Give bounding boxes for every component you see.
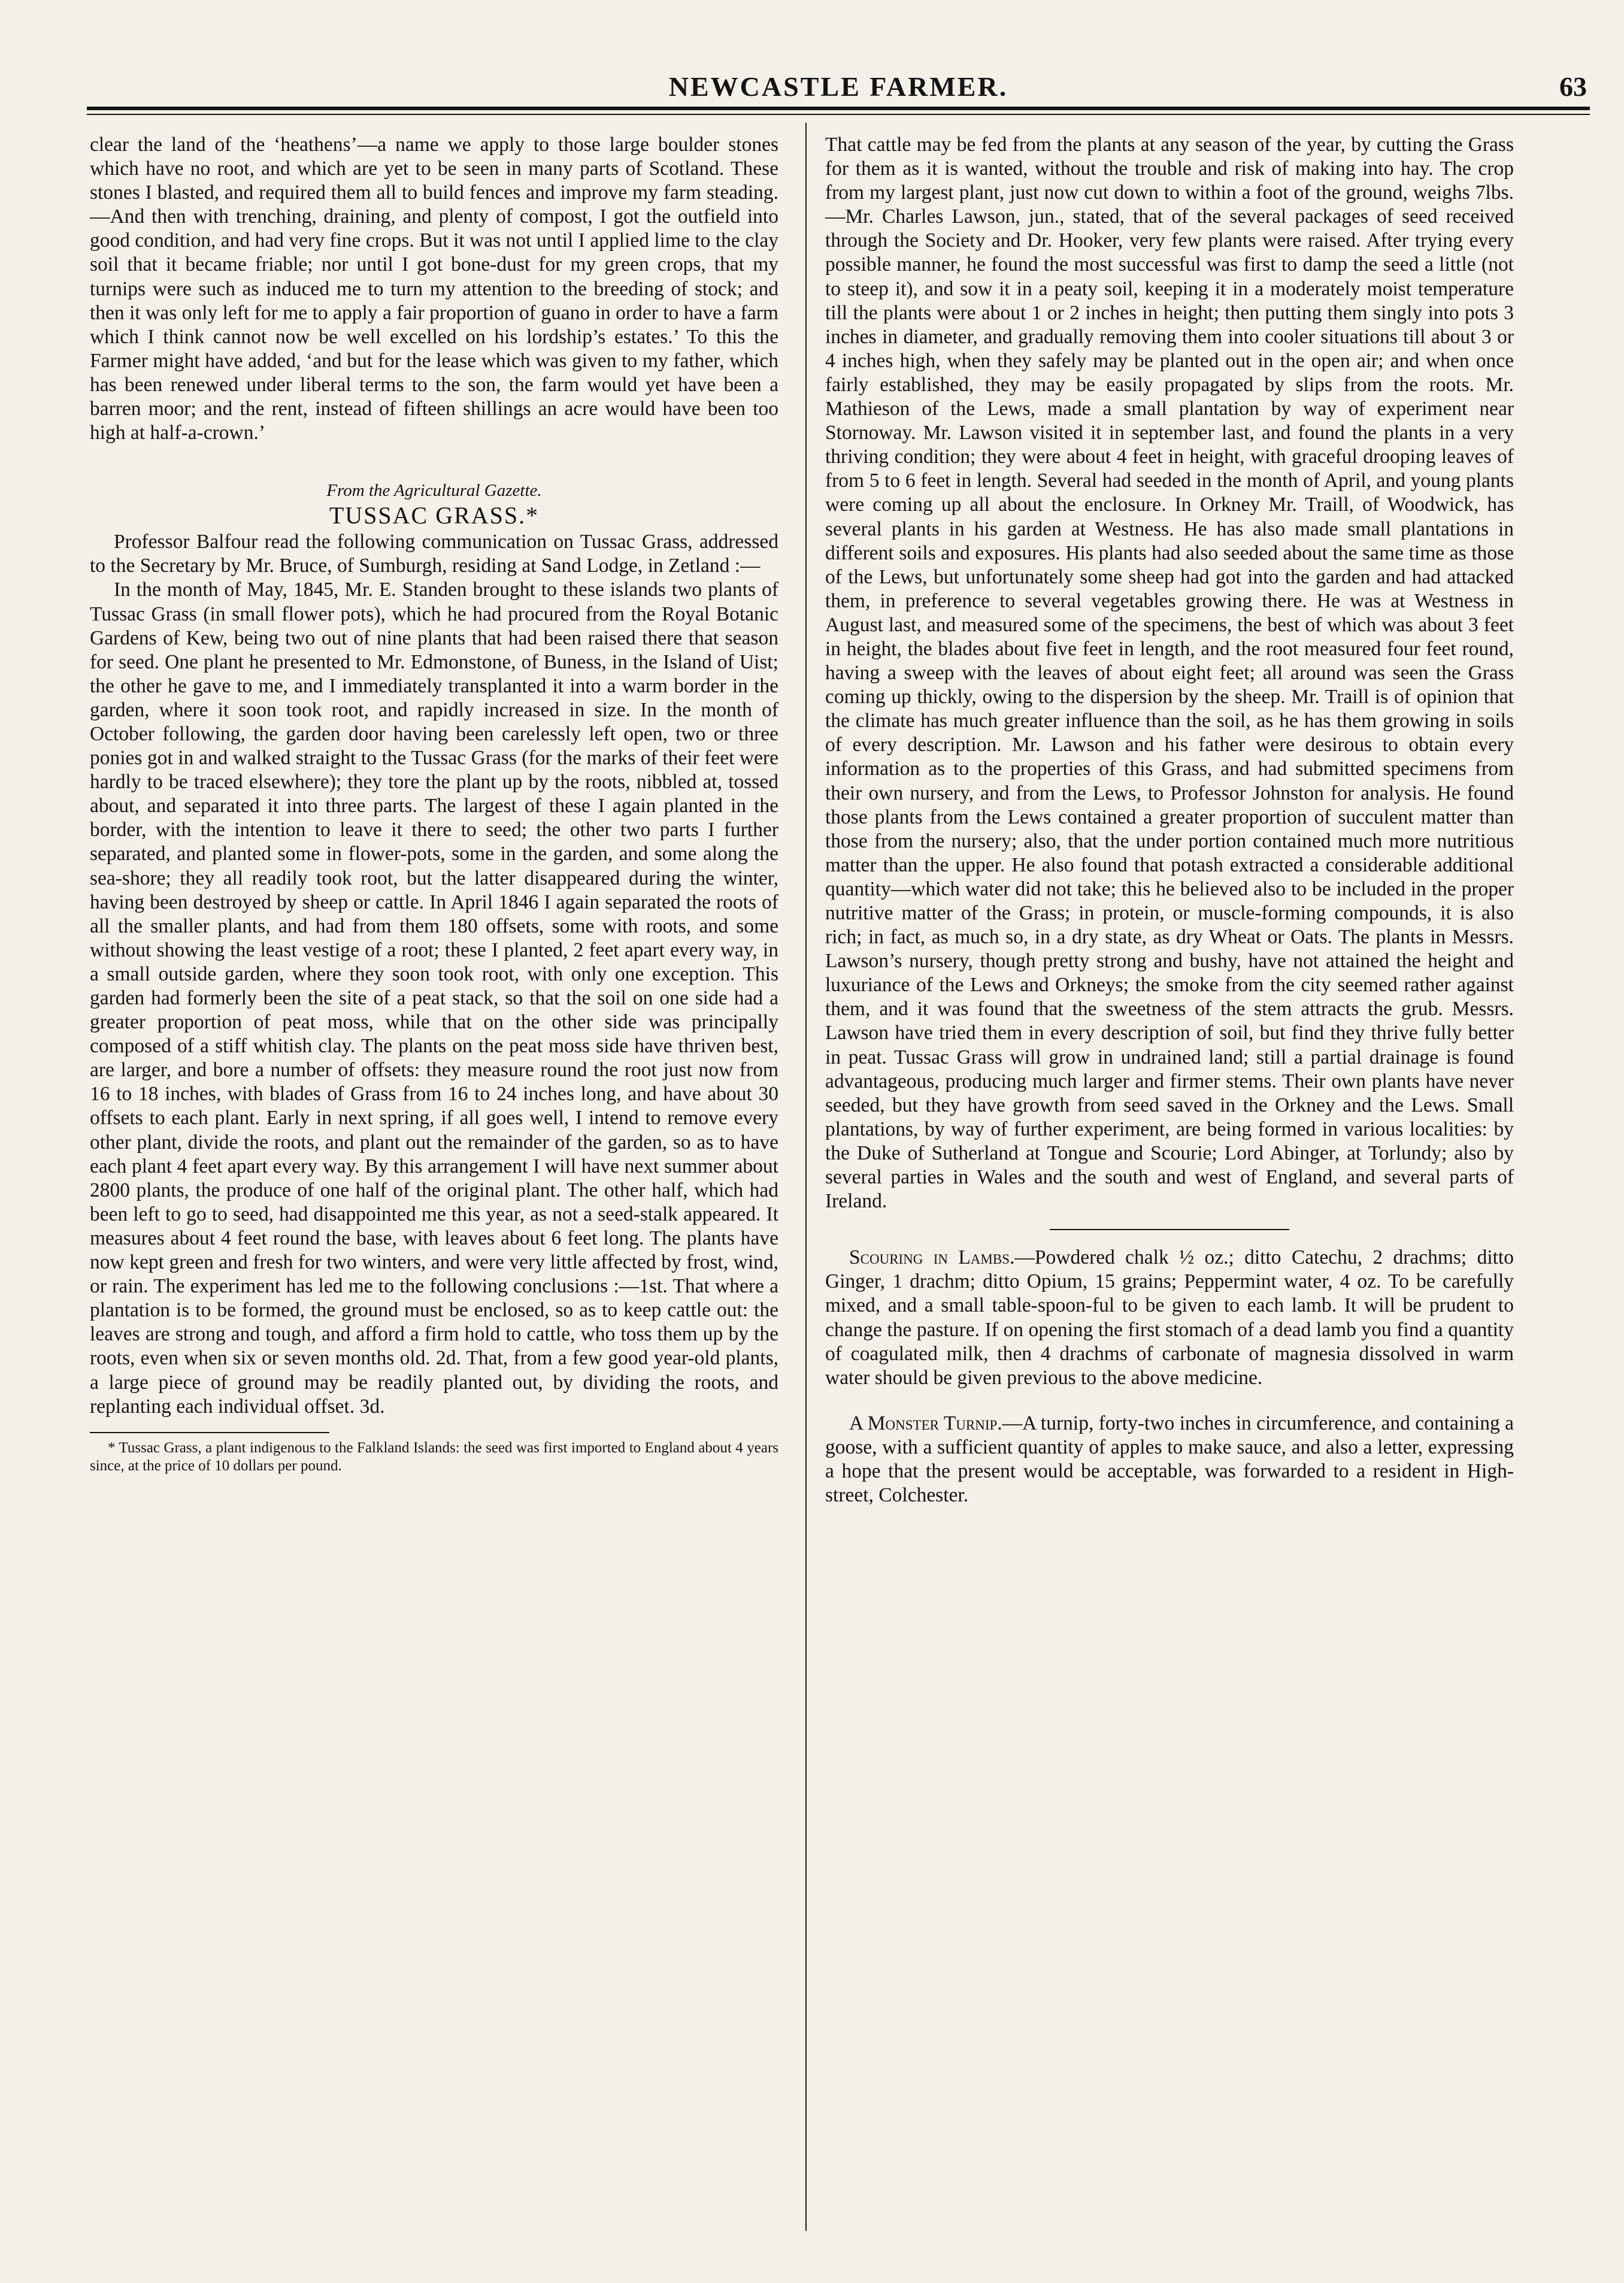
right-column	[825, 133, 1514, 1507]
paragraph-gap	[825, 1390, 1514, 1412]
article-body: In the month of May, 1845, Mr. E. Standen brought to these islands two plants of Tussac Grass (in small flower pots), which he had procured from the Royal Botanic Gardens of Kew, being two out of nine plants that had been raised there that season for seed. One plant he presented to Mr. Edmonstone, of Buness, in the Island of Uist; the other he gave to me, and I immediately transplanted it into a warm border in the garden, where it soon took root, and rapidly increased in size. In the month of October following, the garden door having been carelessly left open, two or three ponies got in and walked straight to the Tussac Grass (for the marks of their feet were hardly to be traced elsewhere); they tore the plant up by the roots, nibbled at, tossed about, and separated it into three parts. The largest of these I again planted in the border, with the intention to leave it there to seed; the other two parts I further separated, and planted some in flower-pots, some in the garden, and some along the sea-shore; they all readily took root, but the latter disappeared during the winter, having been destroyed by sheep or cattle. In April 1846 I again separated the roots of all the smaller plants, and had from them 180 offsets, some with roots, and some without showing the least vestige of a root; these I planted, 2 feet apart every way, in a small outside garden, where they soon took root, with only one exception. This garden had formerly been the site of a peat stack, so that the soil on one side had a greater proportion of peat moss, while that on the other side was principally composed of a stiff whitish clay. The plants on the peat moss side have thriven best, are larger, and bore a number of offsets: they measure round the root just now from 16 to 18 inches, with blades of Grass from 16 to 24 inches long, and have about 30 offsets to each plant. Early in next spring, if all goes well, I intend to remove every other plant, divide the roots, and plant out the remainder of the garden, so as to have each plant 4 feet apart every way. By this arrangement I will have next summer about 2800 plants, the produce of one half of the original plant. The other half, which had been left to go to seed, had disappointed me this year, as not a seed-stalk appeared. It measures about 4 feet round the base, with leaves about 6 feet long. The plants have now kept green and fresh for two winters, and were very little affected by frost, wind, or rain. The experiment has led me to the following conclusions :—1st. That where a plantation is to be formed, the ground must be enclosed, so as to keep cattle out: the leaves are strong and tough, and afford a firm hold to cattle, who toss them up by the roots, even when six or seven months old. 2d. That, from a few good year-old plants, a large piece of ground may be readily planted out, by dividing the roots, and replanting each individual offset. 3d.	[90, 579, 778, 1418]
header-rule-thick	[87, 107, 1590, 110]
article-intro: Professor Balfour read the following communication on Tussac Grass, addressed to the Secretary by Mr. Bruce, of Sumburgh, residing at Sand Lodge, in Zetland :—	[90, 531, 778, 577]
left-column	[90, 133, 778, 1475]
scouring-text: —Powdered chalk ½ oz.; ditto Catechu, 2 drachms; ditto Ginger, 1 drachm; ditto Opium, 15 grains; Peppermint water, 4 oz. To be carefully mixed, and a small table-spoon-ful to be given to each lamb. It will be prudent to change the pasture. If on opening the first stomach of a dead lamb you find a quantity of coagulated milk, then 4 drachms of carbonate of magnesia dissolved in warm water should be given previous to the above medicine.	[825, 1246, 1514, 1389]
page-number: 63	[1559, 71, 1587, 102]
article-heading: TUSSAC GRASS.*	[329, 502, 540, 529]
footnote: * Tussac Grass, a plant indigenous to the Falkland Islands: the seed was first imported to England about 4 years since, at the price of 10 dollars per pound.	[90, 1439, 778, 1474]
turnip-lead: A Monster Turnip.	[849, 1412, 1002, 1434]
scouring-paragraph	[825, 1246, 1514, 1390]
column-divider	[805, 123, 807, 2231]
article-continuation: clear the land of the ‘heathens’—a name we apply to those large boulder stones which have no root, and which are yet to be seen in many parts of Scotland. These stones I blasted, and required them all to build fences and improve my farm steading.—And then with trenching, draining, and plenty of compost, I got the outfield into good condition, and had very fine crops. But it was not until I applied lime to the clay soil that it became friable; nor until I got bone-dust for my green crops, that my turnips were such as induced me to turn my attention to the breeding of stock; and then it was only left for me to apply a fair proportion of guano in order to have a farm which I think cannot now be well excelled on his lordship’s estates.’ To this the Farmer might have added, ‘and but for the lease which was given to my father, which has been renewed under liberal terms to the son, the farm would yet have been a barren moor; and the rent, instead of fifteen shillings an acre would have been too high at half-a-crown.’	[90, 134, 778, 444]
article-body-continued: That cattle may be fed from the plants at any season of the year, by cutting the Grass for them as it is wanted, without the trouble and risk of making into hay. The crop from my largest plant, just now cut down to within a foot of the ground, weighs 7lbs.—Mr. Charles Lawson, jun., stated, that of the several packages of seed received through the Society and Dr. Hooker, very few plants were raised. After trying every possible manner, he found the most successful was first to damp the seed a little (not to steep it), and sow it in a peaty soil, keeping it in a moderately moist temperature till the plants were about 1 or 2 inches in height; then putting them singly into pots 3 inches in diameter, and gradually removing them into cooler situations till about 3 or 4 inches high, when they safely may be planted out in the open air; and when once fairly established, they may be easily propagated by slips from the roots. Mr. Mathieson of the Lews, made a small plantation by way of experiment near Stornoway. Mr. Lawson visited it in september last, and found the plants in a very thriving condition; they were about 4 feet in height, with graceful drooping leaves of from 5 to 6 feet in length. Several had seeded in the month of April, and young plants were coming up all about the enclosure. In Orkney Mr. Traill, of Woodwick, has several plants in his garden at Westness. He has also made small plantations in different soils and exposures. His plants had also seeded about the same time as those of the Lews, but unfortunately some sheep had got into the garden and had attacked them, in preference to several vegetables growing there. He was at Westness in August last, and measured some of the specimens, the best of which was about 3 feet in height, the blades about five feet in length, and the root measured four feet round, having a sweep with the leaves of about eight feet; all around was seen the Grass coming up thickly, owing to the dispersion by the sheep. Mr. Traill is of opinion that the climate has much greater influence than the soil, as he has them growing in soils of every description. Mr. Lawson and his father were desirous to obtain every information as to the properties of this Grass, and had submitted specimens from their own nursery, and from the Lews, to Professor Johnston for analysis. He found those plants from the Lews contained a greater proportion of succulent matter than those from the nursery; also, that the under portion contained much more nutritious matter than the upper. He also found that potash extracted a considerable additional quantity—which water did not take; this he believed also to be included in the proper nutritive matter of the Grass; in protein, or muscle-forming compounds, it is also rich; in fact, as much so, in a dry state, as dry Wheat or Oats. The plants in Messrs. Lawson’s nursery, though pretty strong and bushy, have not attained the height and luxuriance of the Lews and Orkneys; the smoke from the city seemed rather against them, and it was found that the sweetness of the stem attracts the grub. Messrs. Lawson have tried them in every description of soil, but find they thrive fully better in peat. Tussac Grass will grow in undrained land; still a partial drainage is found advantageous, producing much larger and firmer stems. Their own plants have never seeded, but they have growth from seed saved in the Orkney and the Lews. Small plantations, by way of further experiment, are being formed in various localities: by the Duke of Sutherland at Tongue and Scourie; Lord Abinger, at Torlundy; also by several parties in Wales and the south and west of England, and several parts of Ireland.	[825, 134, 1514, 1213]
article-source: From the Agricultural Gazette.	[326, 481, 542, 501]
section-rule	[1050, 1229, 1289, 1230]
turnip-paragraph	[825, 1412, 1514, 1507]
page-header	[90, 71, 1587, 119]
scouring-lead: Scouring in Lambs.	[849, 1246, 1015, 1269]
footnote-rule	[90, 1432, 329, 1433]
masthead-title: NEWCASTLE FARMER.	[668, 71, 1008, 102]
header-rule-thin	[87, 114, 1590, 115]
turnip-text: —A turnip, forty-two inches in circumference, and containing a goose, with a sufficient quantity of apples to make sauce, and also a letter, expressing a hope that the present would be acceptable, was forwarded to a resident in High-street, Colchester.	[825, 1412, 1514, 1507]
